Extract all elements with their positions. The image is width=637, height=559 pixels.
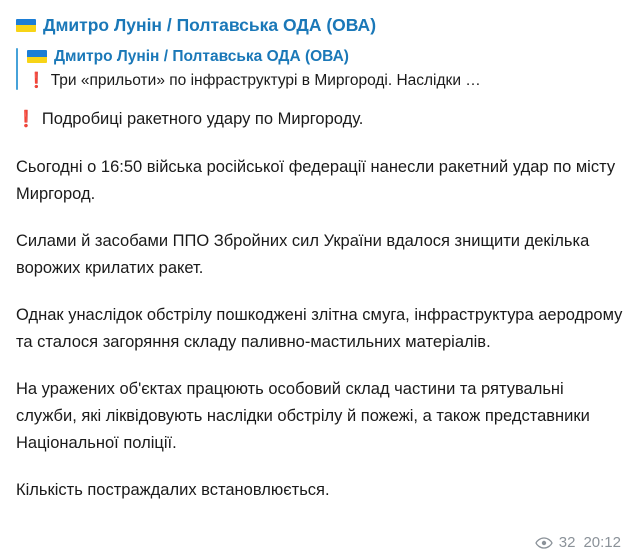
paragraph-3: Однак унаслідок обстрілу пошкоджені злітна смуга, інфраструктура аеродрому та сталося загоряння складу паливно-мастильних матеріалів. [16,306,623,351]
paragraph-1: Сьогодні о 16:50 війська російської федерації нанесли ракетний удар по місту Миргород. [16,158,616,203]
ukraine-flag-icon [27,50,47,63]
ukraine-flag-icon [16,19,36,32]
message-body [16,106,623,504]
paragraph-2: Силами й засобами ППО Збройних сил України вдалося знищити декілька ворожих крилатих ракет. [16,232,590,277]
warning-icon: ❗ [16,111,36,128]
lead-text: Подробиці ракетного удару по Миргороду. [41,110,364,128]
reply-accent-bar [16,48,18,90]
eye-icon [535,537,553,549]
message-time: 20:12 [583,534,621,551]
message-meta [535,534,621,551]
warning-icon: ❗ [27,72,46,89]
reply-snippet-row [27,70,623,92]
paragraph-5: Кількість постраждалих встановлюється. [16,481,330,499]
views-count: 32 [558,534,576,551]
reply-author-row [27,46,623,67]
channel-name: Дмитро Лунін / Полтавська ОДА (ОВА) [43,15,377,35]
lead-paragraph [16,106,623,133]
paragraph-4: На уражених об'єктах працюють особовий склад частини та рятувальні служби, які ліквідовують наслідки обстрілу й пожежі, а також представники Національної поліції. [16,380,590,452]
channel-header[interactable] [16,14,623,36]
reply-quote[interactable] [16,46,623,92]
reply-snippet: Три «прильоти» по інфраструктурі в Миргороді. Наслідки … [50,72,481,89]
reply-author: Дмитро Лунін / Полтавська ОДА (ОВА) [54,48,349,65]
